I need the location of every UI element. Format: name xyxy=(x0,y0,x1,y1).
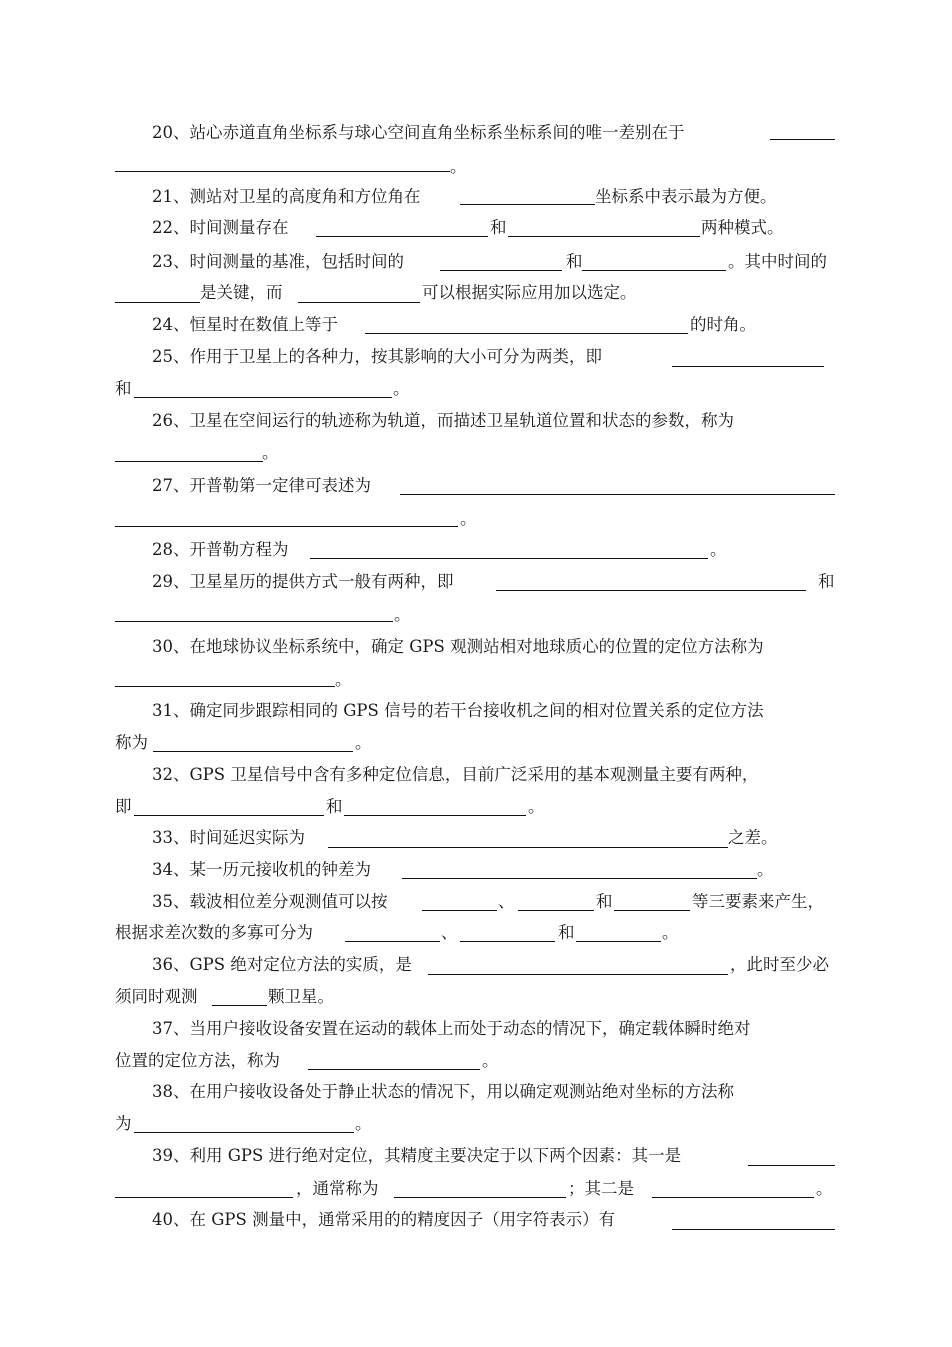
q20-text: 20、站心赤道直角坐标系与球心空间直角坐标系坐标系间的唯一差别在于 xyxy=(152,123,685,142)
q34-text: 34、某一历元接收机的钟差为 xyxy=(152,860,371,879)
q37-text-2: 位置的定位方法，称为 xyxy=(115,1051,280,1070)
q34-end: 。 xyxy=(757,860,774,879)
q25-blank-2[interactable] xyxy=(134,397,392,398)
q33-text-end: 之差。 xyxy=(728,828,778,847)
q26-text: 26、卫星在空间运行的轨迹称为轨道，而描述卫星轨道位置和状态的参数，称为 xyxy=(152,411,734,430)
q28-end: 。 xyxy=(710,540,727,559)
q35-and-2: 和 xyxy=(558,923,575,942)
q22-and: 和 xyxy=(490,218,507,237)
q22-text-end: 两种模式。 xyxy=(701,218,784,237)
q23-text-2: 是关键，而 xyxy=(200,283,283,302)
q32-blank-1[interactable] xyxy=(134,815,324,816)
q29-blank-2[interactable] xyxy=(115,621,393,622)
q40-blank-1[interactable] xyxy=(672,1229,835,1230)
q37-end: 。 xyxy=(482,1051,499,1070)
q29-end: 。 xyxy=(394,605,411,624)
q39-text-3: ；其二是 xyxy=(568,1179,634,1198)
q36-text: 36、GPS 绝对定位方法的实质，是 xyxy=(152,955,412,974)
q36-text-mid: ，此时至少必 xyxy=(730,955,829,974)
q23-text-end: 可以根据实际应用加以选定。 xyxy=(422,283,637,302)
q38-end: 。 xyxy=(355,1114,372,1133)
q35-text: 35、载波相位差分观测值可以按 xyxy=(152,892,388,911)
q31-end: 。 xyxy=(355,733,372,752)
q31-text: 31、确定同步跟踪相同的 GPS 信号的若干台接收机之间的相对位置关系的定位方法 xyxy=(152,701,764,720)
q25-text: 25、作用于卫星上的各种力，按其影响的大小可分为两类，即 xyxy=(152,347,602,366)
q23-and: 和 xyxy=(566,252,583,271)
q32-end: 。 xyxy=(528,797,545,816)
q23-blank-2[interactable] xyxy=(582,270,726,271)
q32-text: 32、GPS 卫星信号中含有多种定位信息，目前广泛采用的基本观测量主要有两种， xyxy=(152,765,759,784)
q29-text: 29、卫星星历的提供方式一般有两种，即 xyxy=(152,572,454,591)
q33-text: 33、时间延迟实际为 xyxy=(152,828,305,847)
q39-blank-2[interactable] xyxy=(115,1197,293,1198)
q25-end: 。 xyxy=(393,379,410,398)
q25-and: 和 xyxy=(115,379,132,398)
q24-text-end: 的时角。 xyxy=(690,315,756,334)
q35-blank-3[interactable] xyxy=(614,910,690,911)
q23-blank-1[interactable] xyxy=(440,270,562,271)
q31-blank-1[interactable] xyxy=(153,751,353,752)
q32-text-2: 即 xyxy=(115,797,132,816)
q35-text-2: 根据求差次数的多寡可分为 xyxy=(115,923,313,942)
q35-blank-4[interactable] xyxy=(345,941,440,942)
q39-end: 。 xyxy=(816,1179,833,1198)
q35-and-1: 和 xyxy=(596,892,613,911)
q24-blank-1[interactable] xyxy=(365,333,688,334)
q22-blank-1[interactable] xyxy=(316,236,488,237)
q36-end: 颗卫星。 xyxy=(268,987,334,1006)
q36-blank-2[interactable] xyxy=(212,1005,267,1006)
q28-blank-1[interactable] xyxy=(310,558,708,559)
q27-blank-2[interactable] xyxy=(115,526,458,527)
q35-blank-2[interactable] xyxy=(518,910,594,911)
q39-blank-1[interactable] xyxy=(748,1165,835,1166)
q21-blank-1[interactable] xyxy=(460,204,595,205)
q35-end: 。 xyxy=(662,923,679,942)
q27-blank-1[interactable] xyxy=(400,494,835,495)
q36-text-2: 须同时观测 xyxy=(115,987,198,1006)
q37-text: 37、当用户接收设备安置在运动的载体上而处于动态的情况下，确定载体瞬时绝对 xyxy=(152,1019,751,1038)
q26-end: 。 xyxy=(262,443,279,462)
q36-blank-1[interactable] xyxy=(428,974,728,975)
q26-blank-1[interactable] xyxy=(115,461,263,462)
q30-blank-1[interactable] xyxy=(115,686,335,687)
q21-text-end: 坐标系中表示最为方便。 xyxy=(595,187,777,206)
q35-blank-5[interactable] xyxy=(460,941,555,942)
q32-blank-2[interactable] xyxy=(344,815,526,816)
q35-blank-6[interactable] xyxy=(576,941,661,942)
q23-text: 23、时间测量的基准，包括时间的 xyxy=(152,252,404,271)
q35-blank-1[interactable] xyxy=(422,910,497,911)
q37-blank-1[interactable] xyxy=(308,1069,480,1070)
q34-blank-1[interactable] xyxy=(402,878,757,879)
q29-blank-1[interactable] xyxy=(496,590,806,591)
q25-blank-1[interactable] xyxy=(672,366,824,367)
q23-blank-3[interactable] xyxy=(115,302,200,303)
q20-blank-2[interactable] xyxy=(115,171,450,172)
q40-text: 40、在 GPS 测量中，通常采用的的精度因子（用字符表示）有 xyxy=(152,1210,616,1229)
q35-sep-2: 、 xyxy=(441,923,458,942)
q38-text-2: 为 xyxy=(115,1114,132,1133)
q30-end: 。 xyxy=(335,670,352,689)
q23-blank-4[interactable] xyxy=(298,302,420,303)
q20-end: 。 xyxy=(450,157,467,176)
q33-blank-1[interactable] xyxy=(328,847,728,848)
q28-text: 28、开普勒方程为 xyxy=(152,540,289,559)
q35-sep-1: 、 xyxy=(498,892,515,911)
q21-text: 21、测站对卫星的高度角和方位角在 xyxy=(152,187,421,206)
q35-text-mid: 等三要素来产生， xyxy=(692,892,824,911)
q39-text: 39、利用 GPS 进行绝对定位，其精度主要决定于以下两个因素：其一是 xyxy=(152,1146,682,1165)
q32-and: 和 xyxy=(326,797,343,816)
q39-blank-4[interactable] xyxy=(652,1197,814,1198)
q29-and: 和 xyxy=(818,572,835,591)
q27-text: 27、开普勒第一定律可表述为 xyxy=(152,476,371,495)
q38-blank-1[interactable] xyxy=(134,1132,354,1133)
q38-text: 38、在用户接收设备处于静止状态的情况下，用以确定观测站绝对坐标的方法称 xyxy=(152,1082,734,1101)
q22-blank-2[interactable] xyxy=(508,236,700,237)
q23-text-mid: 。其中时间的 xyxy=(728,252,827,271)
q27-end: 。 xyxy=(460,509,477,528)
q20-blank-1[interactable] xyxy=(770,139,835,140)
q39-blank-3[interactable] xyxy=(394,1197,566,1198)
q24-text: 24、恒星时在数值上等于 xyxy=(152,315,338,334)
q22-text: 22、时间测量存在 xyxy=(152,218,289,237)
q39-text-2: ，通常称为 xyxy=(296,1179,379,1198)
q31-text-2: 称为 xyxy=(115,733,148,752)
q30-text: 30、在地球协议坐标系统中，确定 GPS 观测站相对地球质心的位置的定位方法称为 xyxy=(152,637,764,656)
